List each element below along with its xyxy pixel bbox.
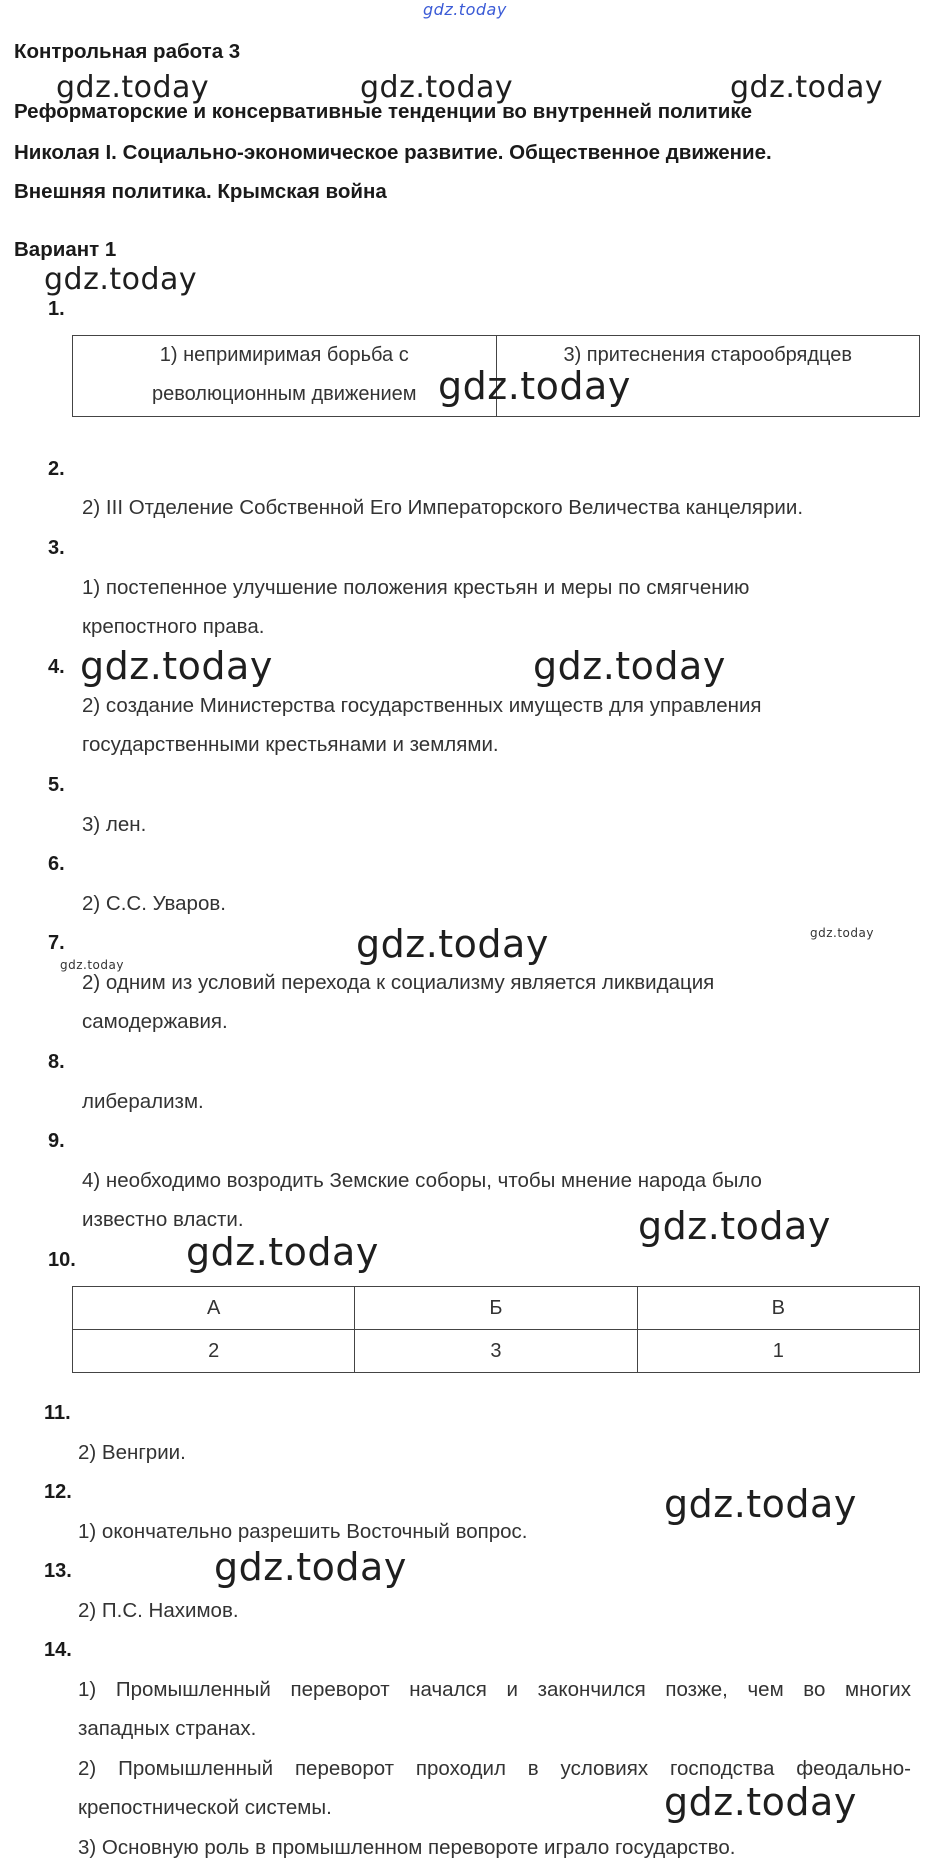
variant-heading: Вариант 1 [14,238,117,261]
q7-answer-line-2: самодержавия. [82,1010,228,1033]
q10-header-a: А [73,1287,355,1330]
q2-answer: 2) III Отделение Собственной Его Императорского Величества канцелярии. [82,496,804,519]
watermark: gdz.today [438,364,631,408]
question-number: 4. [48,656,65,678]
q1-cell-left: 1) непримиримая борьба с революционным движением [73,336,497,417]
watermark: gdz.today [810,926,874,940]
q14-item-3-line-1: 3) Основную роль в промышленном перевороте играло государство. [78,1836,736,1859]
watermark: gdz.today [423,0,507,19]
q12-answer: 1) окончательно разрешить Восточный вопрос. [78,1520,528,1543]
q8-answer: либерализм. [82,1090,204,1113]
question-number: 5. [48,774,65,796]
q10-header-b: Б [355,1287,637,1330]
q6-answer: 2) С.С. Уваров. [82,892,226,915]
q10-answer-table [72,1286,920,1373]
question-number: 6. [48,853,65,875]
q14-item-2-line-2: крепостнической системы. [78,1796,332,1819]
q1-cell-right: 3) притеснения старообрядцев [496,336,920,417]
watermark: gdz.today [730,70,884,105]
q14-item-2-line-1: 2) Промышленный переворот проходил в условиях господства феодально- [78,1757,911,1780]
q9-answer-line-2: известно власти. [82,1208,244,1231]
watermark: gdz.today [186,1230,379,1274]
question-number: 9. [48,1130,65,1152]
watermark: gdz.today [664,1780,857,1824]
question-number: 13. [44,1560,72,1582]
watermark: gdz.today [664,1482,857,1526]
q3-answer-line-2: крепостного права. [82,615,265,638]
q10-value-b: 3 [355,1330,637,1373]
watermark: gdz.today [214,1545,407,1589]
question-number: 3. [48,537,65,559]
question-number: 12. [44,1481,72,1503]
watermark: gdz.today [56,70,210,105]
watermark: gdz.today [638,1204,831,1248]
q10-value-a: 2 [73,1330,355,1373]
watermark: gdz.today [356,922,549,966]
q3-answer-line-1: 1) постепенное улучшение положения крестьян и меры по смягчению [82,576,750,599]
watermark: gdz.today [60,958,124,972]
q9-answer-line-1: 4) необходимо возродить Земские соборы, чтобы мнение народа было [82,1169,762,1192]
topic-line-2: Николая I. Социально-экономическое развитие. Общественное движение. [14,141,772,164]
topic-line-1: Реформаторские и консервативные тенденции во внутренней политике [14,100,753,123]
q7-answer-line-1: 2) одним из условий перехода к социализму является ликвидация [82,971,715,994]
question-number: 2. [48,458,65,480]
topic-line-3: Внешняя политика. Крымская война [14,180,387,203]
question-number: 10. [48,1249,76,1271]
q14-item-1-line-2: западных странах. [78,1717,257,1740]
q14-item-1-line-1: 1) Промышленный переворот начался и закончился позже, чем во многих [78,1678,911,1701]
question-number: 8. [48,1051,65,1073]
question-number: 14. [44,1639,72,1661]
q5-answer: 3) лен. [82,813,147,836]
question-number: 1. [48,298,65,320]
watermark: gdz.today [360,70,514,105]
watermark: gdz.today [80,644,273,688]
q4-answer-line-1: 2) создание Министерства государственных имуществ для управления [82,694,762,717]
q13-answer: 2) П.С. Нахимов. [78,1599,239,1622]
question-number: 7. [48,932,65,954]
q10-value-c: 1 [637,1330,919,1373]
question-number: 11. [44,1402,71,1424]
q4-answer-line-2: государственными крестьянами и землями. [82,733,499,756]
watermark: gdz.today [533,644,726,688]
page-title: Контрольная работа 3 [14,40,241,63]
q11-answer: 2) Венгрии. [78,1441,186,1464]
q10-header-c: В [637,1287,919,1330]
watermark: gdz.today [44,262,198,297]
